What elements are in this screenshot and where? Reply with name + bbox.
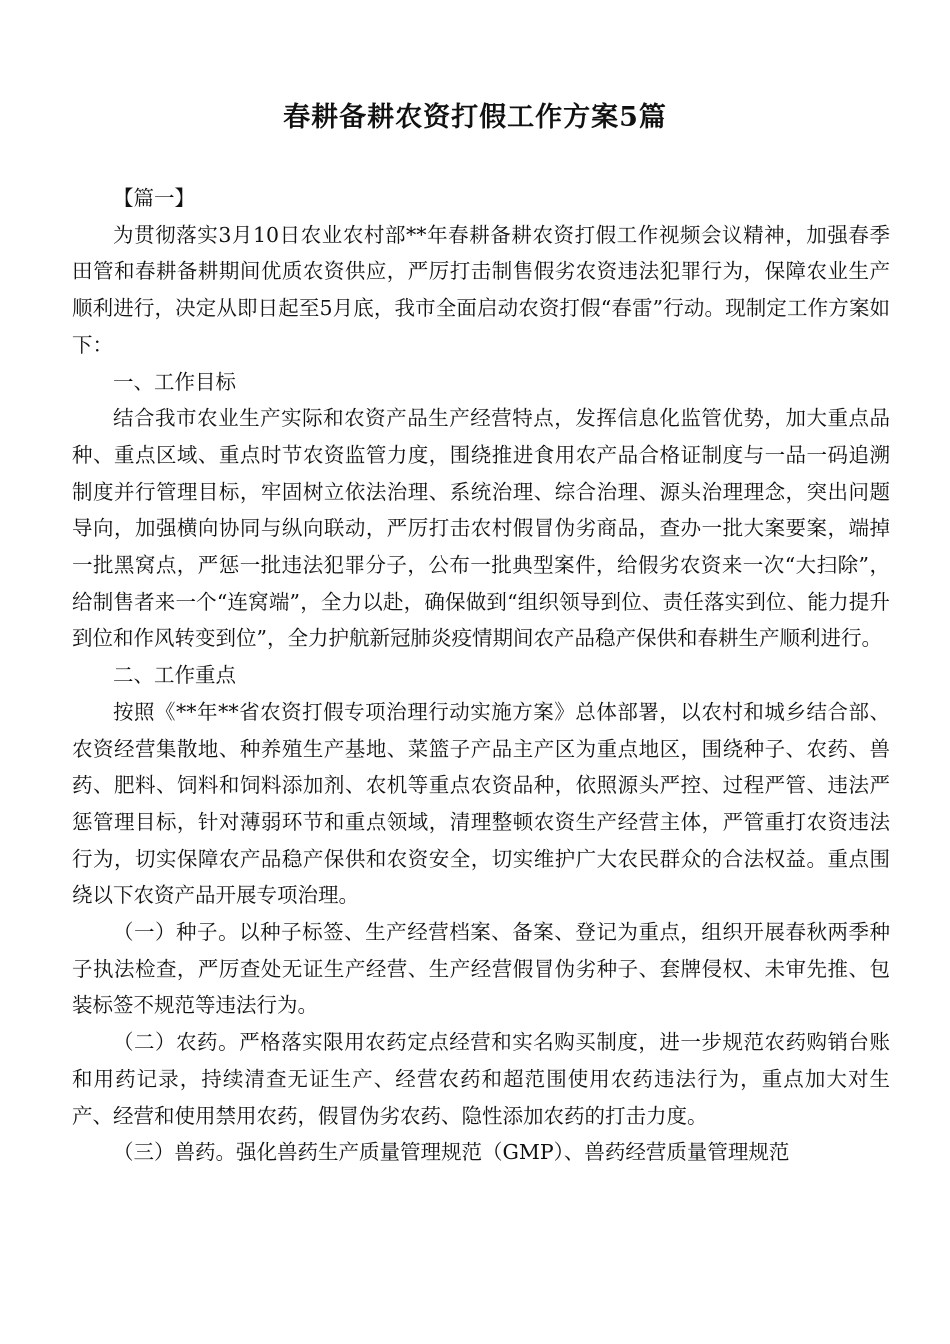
goals-paragraph: 结合我市农业生产实际和农资产品生产经营特点，发挥信息化监管优势，加大重点品种、重点区域、重点时节农资监管力度，围绕推进食用农产品合格证制度与一品一码追溯制度并行管理目标，牢固树立依法治理、系统治理、综合治理、源头治理理念，突出问题导向，加强横向协同与纵向联动，严厉打击农村假冒伪劣商品，查办一批大案要案，端掉一批黑窝点，严惩一批违法犯罪分子，公布一批典型案件，给假劣农资来一次“大扫除”，给制售者来一个“连窝端”，全力以赴，确保做到“组织领导到位、责任落实到位、能力提升到位和作风转变到位”，全力护航新冠肺炎疫情期间农产品稳产保供和春耕生产顺利进行。: [72, 406, 890, 651]
section-heading-goals: 一、工作目标: [113, 369, 236, 394]
section-heading-focus: 二、工作重点: [113, 663, 236, 688]
document-body: [72, 180, 890, 1171]
document-title: 春耕备耕农资打假工作方案5篇: [283, 102, 667, 133]
focus-paragraph: 按照《**年**省农资打假专项治理行动实施方案》总体部署，以农村和城乡结合部、农资经营集散地、种养殖生产基地、菜篮子产品主产区为重点地区，围绕种子、农药、兽药、肥料、饲料和饲料添加剂、农机等重点农资品种，依照源头严控、过程严管、违法严惩管理目标，针对薄弱环节和重点领域，清理整顿农资生产经营主体，严管重打农资违法行为，切实保障农产品稳产保供和农资安全，切实维护广大农民群众的合法权益。重点围绕以下农资产品开展专项治理。: [72, 699, 890, 908]
seeds-paragraph: （一）种子。以种子标签、生产经营档案、备案、登记为重点，组织开展春秋两季种子执法检查，严厉查处无证生产经营、生产经营假冒伪劣种子、套牌侵权、未审先推、包装标签不规范等违法行为。: [72, 920, 890, 1018]
intro-paragraph: 为贯彻落实3月10日农业农村部**年春耕备耕农资打假工作视频会议精神，加强春季田管和春耕备耕期间优质农资供应，严厉打击制售假劣农资违法犯罪行为，保障农业生产顺利进行，决定从即日起至5月底，我市全面启动农资打假“春雷”行动。现制定工作方案如下：: [72, 222, 890, 357]
pesticides-paragraph: （二）农药。严格落实限用农药定点经营和实名购买制度，进一步规范农药购销台账和用药记录，持续清查无证生产、经营农药和超范围使用农药违法行为，重点加大对生产、经营和使用禁用农药，假冒伪劣农药、隐性添加农药的打击力度。: [72, 1030, 890, 1128]
chapter-heading: 【篇一】: [113, 186, 195, 210]
veterinary-drugs-paragraph: （三）兽药。强化兽药生产质量管理规范（GMP）、兽药经营质量管理规范: [113, 1140, 790, 1165]
